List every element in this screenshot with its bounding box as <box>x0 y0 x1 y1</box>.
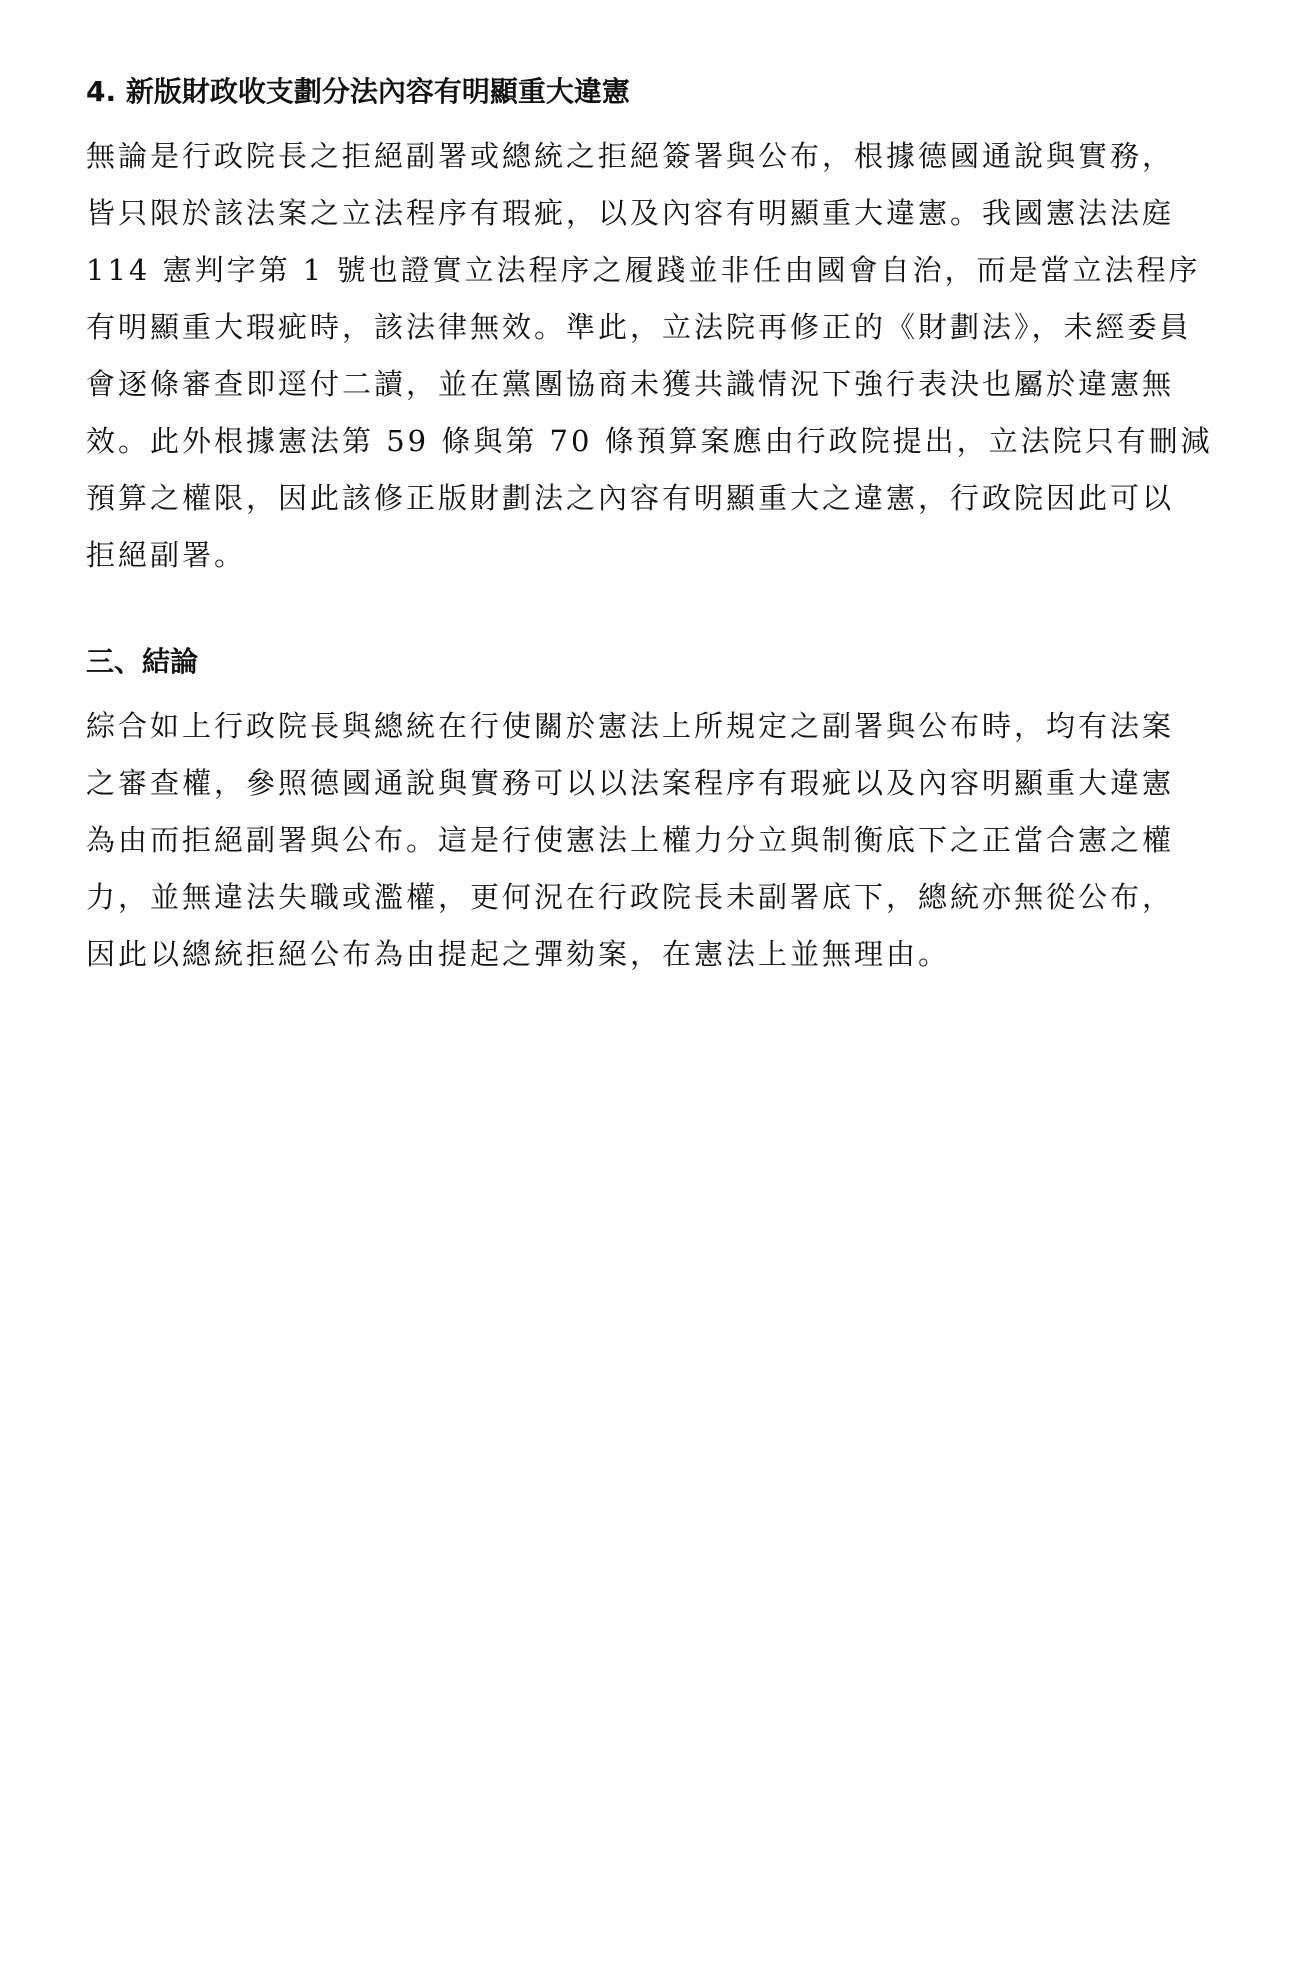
paragraph-line: 力，並無違法失職或濫權，更何況在行政院長未副署底下，總統亦無從公布， <box>86 880 1175 914</box>
paragraph-line: 為由而拒絕副署與公布。這是行使憲法上權力分立與制衡底下之正當合憲之權 <box>86 823 1175 857</box>
paragraph-line: 無論是行政院長之拒絕副署或總統之拒絕簽署與公布，根據德國通說與實務， <box>86 139 1175 173</box>
paragraph-line: 皆只限於該法案之立法程序有瑕疵，以及內容有明顯重大違憲。我國憲法法庭 <box>86 196 1175 230</box>
conclusion-section <box>86 642 1236 983</box>
section-4 <box>86 72 1236 584</box>
paragraph-line: 114 憲判字第 1 號也證實立法程序之履踐並非任由國會自治，而是當立法程序 <box>86 253 1201 287</box>
paragraph-line: 有明顯重大瑕疵時，該法律無效。準此，立法院再修正的《財劃法》，未經委員 <box>86 310 1192 344</box>
paragraph-line: 之審查權，參照德國通說與實務可以以法案程序有瑕疵以及內容明顯重大違憲 <box>86 766 1175 800</box>
paragraph-line: 會逐條審查即逕付二讀，並在黨團協商未獲共識情況下強行表決也屬於違憲無 <box>86 367 1175 401</box>
paragraph-line: 因此以總統拒絕公布為由提起之彈劾案，在憲法上並無理由。 <box>86 937 951 971</box>
paragraph-line: 預算之權限，因此該修正版財劃法之內容有明顯重大之違憲，行政院因此可以 <box>86 481 1175 515</box>
paragraph-line: 效。此外根據憲法第 59 條與第 70 條預算案應由行政院提出，立法院只有刪減 <box>86 424 1213 458</box>
section-4-heading: 4. 新版財政收支劃分法內容有明顯重大違憲 <box>86 75 630 108</box>
conclusion-body <box>86 698 1236 983</box>
section-4-body <box>86 128 1236 584</box>
paragraph-line: 拒絕副署。 <box>86 538 247 572</box>
conclusion-heading: 三、結論 <box>86 645 199 678</box>
paragraph-line: 綜合如上行政院長與總統在行使關於憲法上所規定之副署與公布時，均有法案 <box>86 709 1175 743</box>
